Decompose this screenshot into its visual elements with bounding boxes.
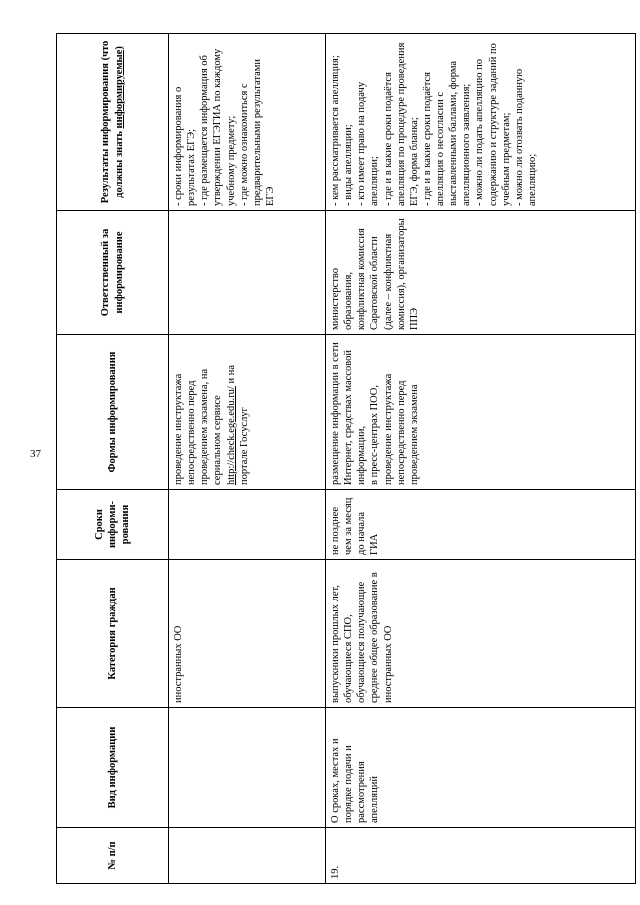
cell-category: иностранных ОО [169, 560, 326, 708]
forms-item: размещение информации в сети Интернет, средствах массовой информации, [330, 342, 368, 485]
results-item: - виды апелляции; [343, 124, 355, 206]
results-item: - где и в какие сроки подаётся апелляция по процедуре проведения ЕГЭ, форма бланка; [382, 42, 420, 206]
header-forms: Формы информирования [57, 335, 169, 490]
information-table [56, 33, 636, 884]
forms-item: в пресс-центрах ПОО, [369, 385, 381, 485]
header-num: № п/п [57, 828, 169, 884]
rotated-table-container [56, 34, 636, 884]
forms-item: проведение инструктажа непосредственно перед проведением экзамена [382, 373, 420, 485]
forms-text-after: и на портале Госуслуг [225, 365, 250, 485]
cell-num: 19. [326, 828, 636, 884]
cell-category: выпускники прошлых лет, обучающиеся СПО, обучающиеся получающие среднее общее образование в иностранных ОО [326, 560, 636, 708]
results-item: - где можно ознакомиться с предварительными результатами ЕГЭ [238, 58, 276, 206]
table-row-19 [326, 34, 636, 884]
header-responsible: Ответственный за информирование [57, 211, 169, 335]
header-results [57, 34, 169, 211]
results-item: - можно ли подать апелляцию по содержанию и структуре заданий по учебным предметам; [474, 43, 512, 206]
table-row-continuation [169, 34, 326, 884]
page-number: 37 [30, 448, 41, 460]
header-type: Вид информации [57, 708, 169, 828]
cell-terms: не позднее чем за месяц до начала ГИА [326, 490, 636, 560]
cell-forms [326, 335, 636, 490]
cell-terms [169, 490, 326, 560]
cell-responsible: министерство образования, конфликтная комиссия Саратовской области (далее – конфликтная комиссия), организаторы ППЭ [326, 211, 636, 335]
results-item: - можно ли отозвать поданную апелляцию; [513, 68, 538, 206]
cell-responsible [169, 211, 326, 335]
results-item: - кто имеет право на подачу апелляции; [356, 81, 381, 206]
results-item: - кем рассматривается апелляция; [330, 55, 341, 206]
header-results-underlined: информируемые) [113, 46, 125, 129]
header-results-main: Результаты информирования (что должны знать [100, 40, 125, 204]
cell-forms [169, 335, 326, 490]
cell-results [169, 34, 326, 211]
check-ege-link[interactable]: http://check.ege.edu.ru/ [225, 386, 237, 485]
results-item: - сроки информирования о результатах ЕГЭ; [173, 86, 198, 206]
cell-results [326, 34, 636, 211]
header-category: Категория граждан [57, 560, 169, 708]
cell-type: О сроках, местах и порядке подачи и рассмотрения апелляций [326, 708, 636, 828]
header-terms: Сроки информи-рования [57, 490, 169, 560]
results-item: - где и в какие сроки подаётся апелляция о несогласии с выставленными баллами, форма апелляционного заявления; [421, 60, 473, 206]
cell-num [169, 828, 326, 884]
cell-type [169, 708, 326, 828]
forms-text-before: проведение инструктажа непосредственно перед проведением экзамена, на сериальном сервисе [173, 368, 224, 485]
header-row [57, 34, 169, 884]
results-item: - где размещается информация об утверждении ЕГЭГИА по каждому учебному предмету; [199, 48, 237, 206]
